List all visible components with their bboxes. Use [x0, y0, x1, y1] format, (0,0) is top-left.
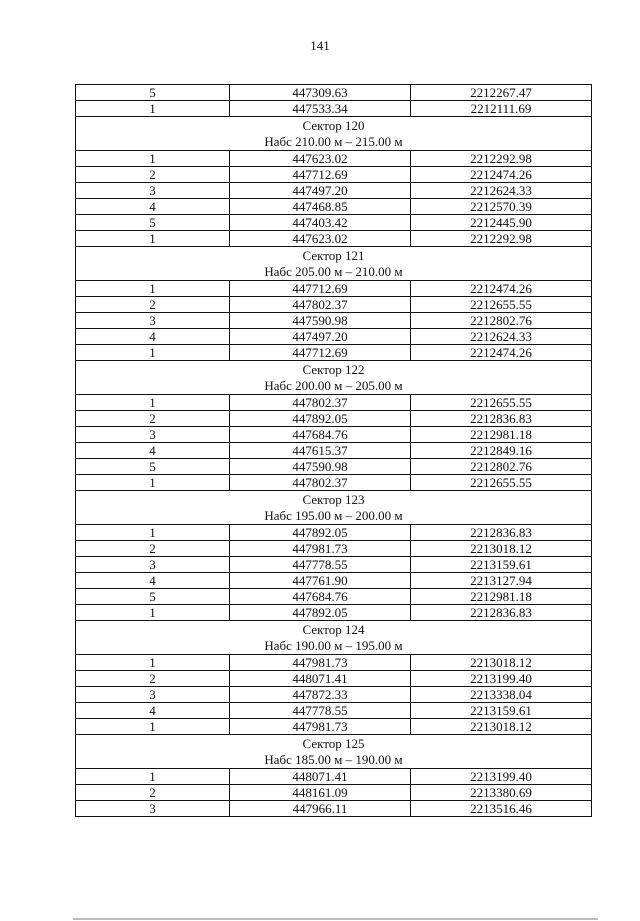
y-coordinate-cell: 2212981.18 [411, 427, 592, 443]
table-row [76, 395, 592, 411]
table-row [76, 313, 592, 329]
sector-header-row [76, 735, 592, 769]
sector-header [76, 735, 592, 769]
point-number-cell: 1 [76, 101, 230, 117]
point-number-cell: 4 [76, 573, 230, 589]
x-coordinate-cell: 447981.73 [230, 719, 411, 735]
x-coordinate-cell: 447497.20 [230, 183, 411, 199]
x-coordinate-cell: 447892.05 [230, 525, 411, 541]
y-coordinate-cell: 2212981.18 [411, 589, 592, 605]
point-number-cell: 3 [76, 557, 230, 573]
x-coordinate-cell: 447712.69 [230, 281, 411, 297]
y-coordinate-cell: 2212474.26 [411, 345, 592, 361]
y-coordinate-cell: 2213127.94 [411, 573, 592, 589]
y-coordinate-cell: 2212849.16 [411, 443, 592, 459]
point-number-cell: 1 [76, 475, 230, 491]
point-number-cell: 1 [76, 525, 230, 541]
table-row [76, 475, 592, 491]
y-coordinate-cell: 2212655.55 [411, 297, 592, 313]
page-bottom-edge [73, 918, 598, 920]
y-coordinate-cell: 2213516.46 [411, 801, 592, 817]
y-coordinate-cell: 2212267.47 [411, 85, 592, 101]
x-coordinate-cell: 448161.09 [230, 785, 411, 801]
point-number-cell: 3 [76, 801, 230, 817]
x-coordinate-cell: 447615.37 [230, 443, 411, 459]
page-number: 141 [310, 38, 330, 53]
point-number-cell: 2 [76, 671, 230, 687]
y-coordinate-cell: 2212474.26 [411, 167, 592, 183]
table-row [76, 589, 592, 605]
y-coordinate-cell: 2213159.61 [411, 703, 592, 719]
y-coordinate-cell: 2213199.40 [411, 769, 592, 785]
point-number-cell: 1 [76, 345, 230, 361]
x-coordinate-cell: 447802.37 [230, 395, 411, 411]
y-coordinate-cell: 2213338.04 [411, 687, 592, 703]
table-row [76, 183, 592, 199]
y-coordinate-cell: 2212111.69 [411, 101, 592, 117]
table-row [76, 411, 592, 427]
table-row [76, 85, 592, 101]
x-coordinate-cell: 447761.90 [230, 573, 411, 589]
sector-header [76, 247, 592, 281]
sector-header-row [76, 117, 592, 151]
sector-header [76, 621, 592, 655]
point-number-cell: 1 [76, 719, 230, 735]
sector-header-row [76, 361, 592, 395]
table-row [76, 101, 592, 117]
point-number-cell: 4 [76, 329, 230, 345]
y-coordinate-cell: 2213199.40 [411, 671, 592, 687]
point-number-cell: 5 [76, 85, 230, 101]
table-row [76, 199, 592, 215]
sector-title: Сектор 120 [302, 117, 365, 133]
point-number-cell: 3 [76, 687, 230, 703]
x-coordinate-cell: 447712.69 [230, 167, 411, 183]
x-coordinate-cell: 447309.63 [230, 85, 411, 101]
y-coordinate-cell: 2212836.83 [411, 605, 592, 621]
y-coordinate-cell: 2212836.83 [411, 411, 592, 427]
table-row [76, 167, 592, 183]
point-number-cell: 1 [76, 769, 230, 785]
sector-height-range: Набс 185.00 м – 190.00 м [264, 751, 403, 767]
table-row [76, 655, 592, 671]
table-row [76, 719, 592, 735]
y-coordinate-cell: 2212570.39 [411, 199, 592, 215]
sector-title: Сектор 121 [302, 247, 365, 263]
sector-title: Сектор 123 [302, 491, 365, 507]
x-coordinate-cell: 447892.05 [230, 411, 411, 427]
x-coordinate-cell: 447590.98 [230, 459, 411, 475]
sector-header [76, 117, 592, 151]
point-number-cell: 2 [76, 297, 230, 313]
x-coordinate-cell: 447966.11 [230, 801, 411, 817]
x-coordinate-cell: 447981.73 [230, 541, 411, 557]
y-coordinate-cell: 2212836.83 [411, 525, 592, 541]
x-coordinate-cell: 447778.55 [230, 557, 411, 573]
sector-title: Сектор 125 [302, 735, 365, 751]
table-row [76, 443, 592, 459]
table-row [76, 605, 592, 621]
x-coordinate-cell: 447468.85 [230, 199, 411, 215]
y-coordinate-cell: 2213018.12 [411, 655, 592, 671]
point-number-cell: 4 [76, 443, 230, 459]
y-coordinate-cell: 2213018.12 [411, 719, 592, 735]
table-row [76, 801, 592, 817]
sector-header [76, 361, 592, 395]
coordinates-table [75, 84, 592, 817]
table-row [76, 703, 592, 719]
x-coordinate-cell: 447778.55 [230, 703, 411, 719]
y-coordinate-cell: 2213380.69 [411, 785, 592, 801]
table-row [76, 329, 592, 345]
point-number-cell: 1 [76, 655, 230, 671]
sector-header-row [76, 621, 592, 655]
table-row [76, 557, 592, 573]
x-coordinate-cell: 447981.73 [230, 655, 411, 671]
point-number-cell: 3 [76, 183, 230, 199]
table-row [76, 215, 592, 231]
point-number-cell: 5 [76, 589, 230, 605]
sector-height-range: Набс 200.00 м – 205.00 м [264, 377, 403, 393]
y-coordinate-cell: 2212474.26 [411, 281, 592, 297]
y-coordinate-cell: 2212802.76 [411, 313, 592, 329]
y-coordinate-cell: 2212655.55 [411, 475, 592, 491]
sector-height-range: Набс 205.00 м – 210.00 м [264, 263, 403, 279]
y-coordinate-cell: 2213159.61 [411, 557, 592, 573]
table-row [76, 281, 592, 297]
y-coordinate-cell: 2212802.76 [411, 459, 592, 475]
point-number-cell: 5 [76, 215, 230, 231]
sector-header-row [76, 247, 592, 281]
sector-header [76, 491, 592, 525]
point-number-cell: 3 [76, 313, 230, 329]
x-coordinate-cell: 448071.41 [230, 769, 411, 785]
point-number-cell: 2 [76, 411, 230, 427]
sector-title: Сектор 122 [302, 361, 365, 377]
point-number-cell: 2 [76, 167, 230, 183]
x-coordinate-cell: 447623.02 [230, 151, 411, 167]
point-number-cell: 1 [76, 395, 230, 411]
y-coordinate-cell: 2212624.33 [411, 183, 592, 199]
table-row [76, 345, 592, 361]
x-coordinate-cell: 447684.76 [230, 589, 411, 605]
table-row [76, 525, 592, 541]
y-coordinate-cell: 2212655.55 [411, 395, 592, 411]
table-row [76, 297, 592, 313]
point-number-cell: 2 [76, 541, 230, 557]
point-number-cell: 1 [76, 231, 230, 247]
x-coordinate-cell: 447802.37 [230, 475, 411, 491]
table-row [76, 671, 592, 687]
table-row [76, 573, 592, 589]
x-coordinate-cell: 447590.98 [230, 313, 411, 329]
table-row [76, 687, 592, 703]
table-row [76, 231, 592, 247]
x-coordinate-cell: 447533.34 [230, 101, 411, 117]
x-coordinate-cell: 447403.42 [230, 215, 411, 231]
sector-header-row [76, 491, 592, 525]
x-coordinate-cell: 447497.20 [230, 329, 411, 345]
x-coordinate-cell: 447623.02 [230, 231, 411, 247]
point-number-cell: 1 [76, 281, 230, 297]
point-number-cell: 5 [76, 459, 230, 475]
y-coordinate-cell: 2212292.98 [411, 231, 592, 247]
point-number-cell: 1 [76, 605, 230, 621]
y-coordinate-cell: 2213018.12 [411, 541, 592, 557]
sector-height-range: Набс 210.00 м – 215.00 м [264, 133, 403, 149]
sector-height-range: Набс 190.00 м – 195.00 м [264, 637, 403, 653]
table-row [76, 541, 592, 557]
point-number-cell: 3 [76, 427, 230, 443]
x-coordinate-cell: 447802.37 [230, 297, 411, 313]
point-number-cell: 4 [76, 703, 230, 719]
x-coordinate-cell: 447892.05 [230, 605, 411, 621]
point-number-cell: 4 [76, 199, 230, 215]
table-row [76, 151, 592, 167]
table-row [76, 459, 592, 475]
coordinates-table-body [76, 85, 592, 817]
y-coordinate-cell: 2212292.98 [411, 151, 592, 167]
table-row [76, 769, 592, 785]
x-coordinate-cell: 447712.69 [230, 345, 411, 361]
sector-title: Сектор 124 [302, 621, 365, 637]
table-row [76, 785, 592, 801]
x-coordinate-cell: 448071.41 [230, 671, 411, 687]
x-coordinate-cell: 447872.33 [230, 687, 411, 703]
y-coordinate-cell: 2212624.33 [411, 329, 592, 345]
sector-height-range: Набс 195.00 м – 200.00 м [264, 507, 403, 523]
y-coordinate-cell: 2212445.90 [411, 215, 592, 231]
table-row [76, 427, 592, 443]
point-number-cell: 1 [76, 151, 230, 167]
point-number-cell: 2 [76, 785, 230, 801]
x-coordinate-cell: 447684.76 [230, 427, 411, 443]
